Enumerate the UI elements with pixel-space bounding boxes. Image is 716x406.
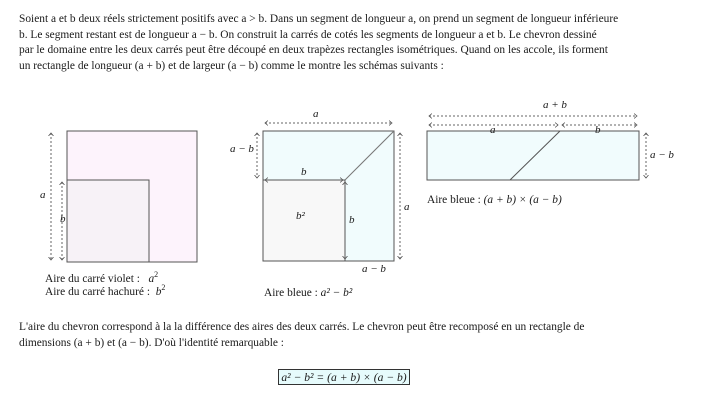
conclusion-line: L'aire du chevron correspond à la la différence des aires des deux carrés. Le chevron peut être recomposé en un rectangle de: [19, 321, 585, 333]
caption-blue-value: a² − b²: [320, 287, 353, 299]
label-inner-right: b: [349, 214, 355, 226]
caption-hatched: [45, 283, 166, 298]
label-b: b: [595, 124, 601, 136]
caption-blue-fig3: [427, 194, 562, 206]
label-inner-area: b²: [296, 210, 305, 222]
hatched-square: [67, 180, 149, 262]
conclusion-line: dimensions (a + b) et (a − b). D'où l'identité remarquable :: [19, 336, 284, 349]
caption-blue-fig2: [264, 287, 352, 299]
label-left: a − b: [230, 143, 254, 155]
figure-squares: [40, 131, 197, 262]
label-b: b: [60, 213, 66, 225]
label-bottom: a − b: [362, 263, 386, 275]
recomposed-rectangle: [427, 131, 639, 180]
caption-hatched-value: b: [155, 286, 162, 298]
caption-violet-value: a: [148, 273, 155, 285]
label-a: a: [40, 189, 46, 201]
caption-hatched-text: Aire du carré hachuré :: [45, 286, 150, 298]
caption-violet-text: Aire du carré violet :: [45, 273, 140, 285]
intro-line: b. Le segment restant est de longueur a − b. On construit la carrés de cotés les segments de longueur a et b. Le chevron dessiné: [19, 28, 597, 41]
caption-blue-value: (a + b) × (a − b): [483, 194, 562, 206]
intro-line: un rectangle de longueur (a + b) et de largeur (a − b) comme le montre les schémas suivants :: [19, 59, 444, 72]
figure-rectangle: [427, 99, 674, 180]
intro-line: Soient a et b deux réels strictement positifs avec a > b. Dans un segment de longueur a, on prend un segment de longueur inférieure: [19, 13, 619, 25]
caption-blue-text: Aire bleue :: [264, 287, 318, 299]
label-right: a: [404, 201, 410, 213]
label-total: a + b: [543, 99, 567, 111]
caption-violet: [45, 270, 159, 285]
conclusion-paragraph: [19, 320, 709, 351]
caption-hatched-exp: 2: [161, 283, 166, 292]
caption-violet-exp: 2: [154, 270, 159, 279]
label-height: a − b: [650, 149, 674, 161]
caption-blue-text: Aire bleue :: [427, 194, 481, 206]
label-top-a: a: [313, 108, 319, 120]
intro-line: par le domaine entre les deux carrés peut être découpé en deux trapèzes rectangles isométriques. Quand on les accole, ils forment: [19, 44, 608, 57]
label-a: a: [490, 124, 496, 136]
figure-chevron: [230, 108, 410, 275]
label-inner-top: b: [301, 166, 307, 178]
identity-formula-box: a² − b² = (a + b) × (a − b): [278, 369, 410, 385]
